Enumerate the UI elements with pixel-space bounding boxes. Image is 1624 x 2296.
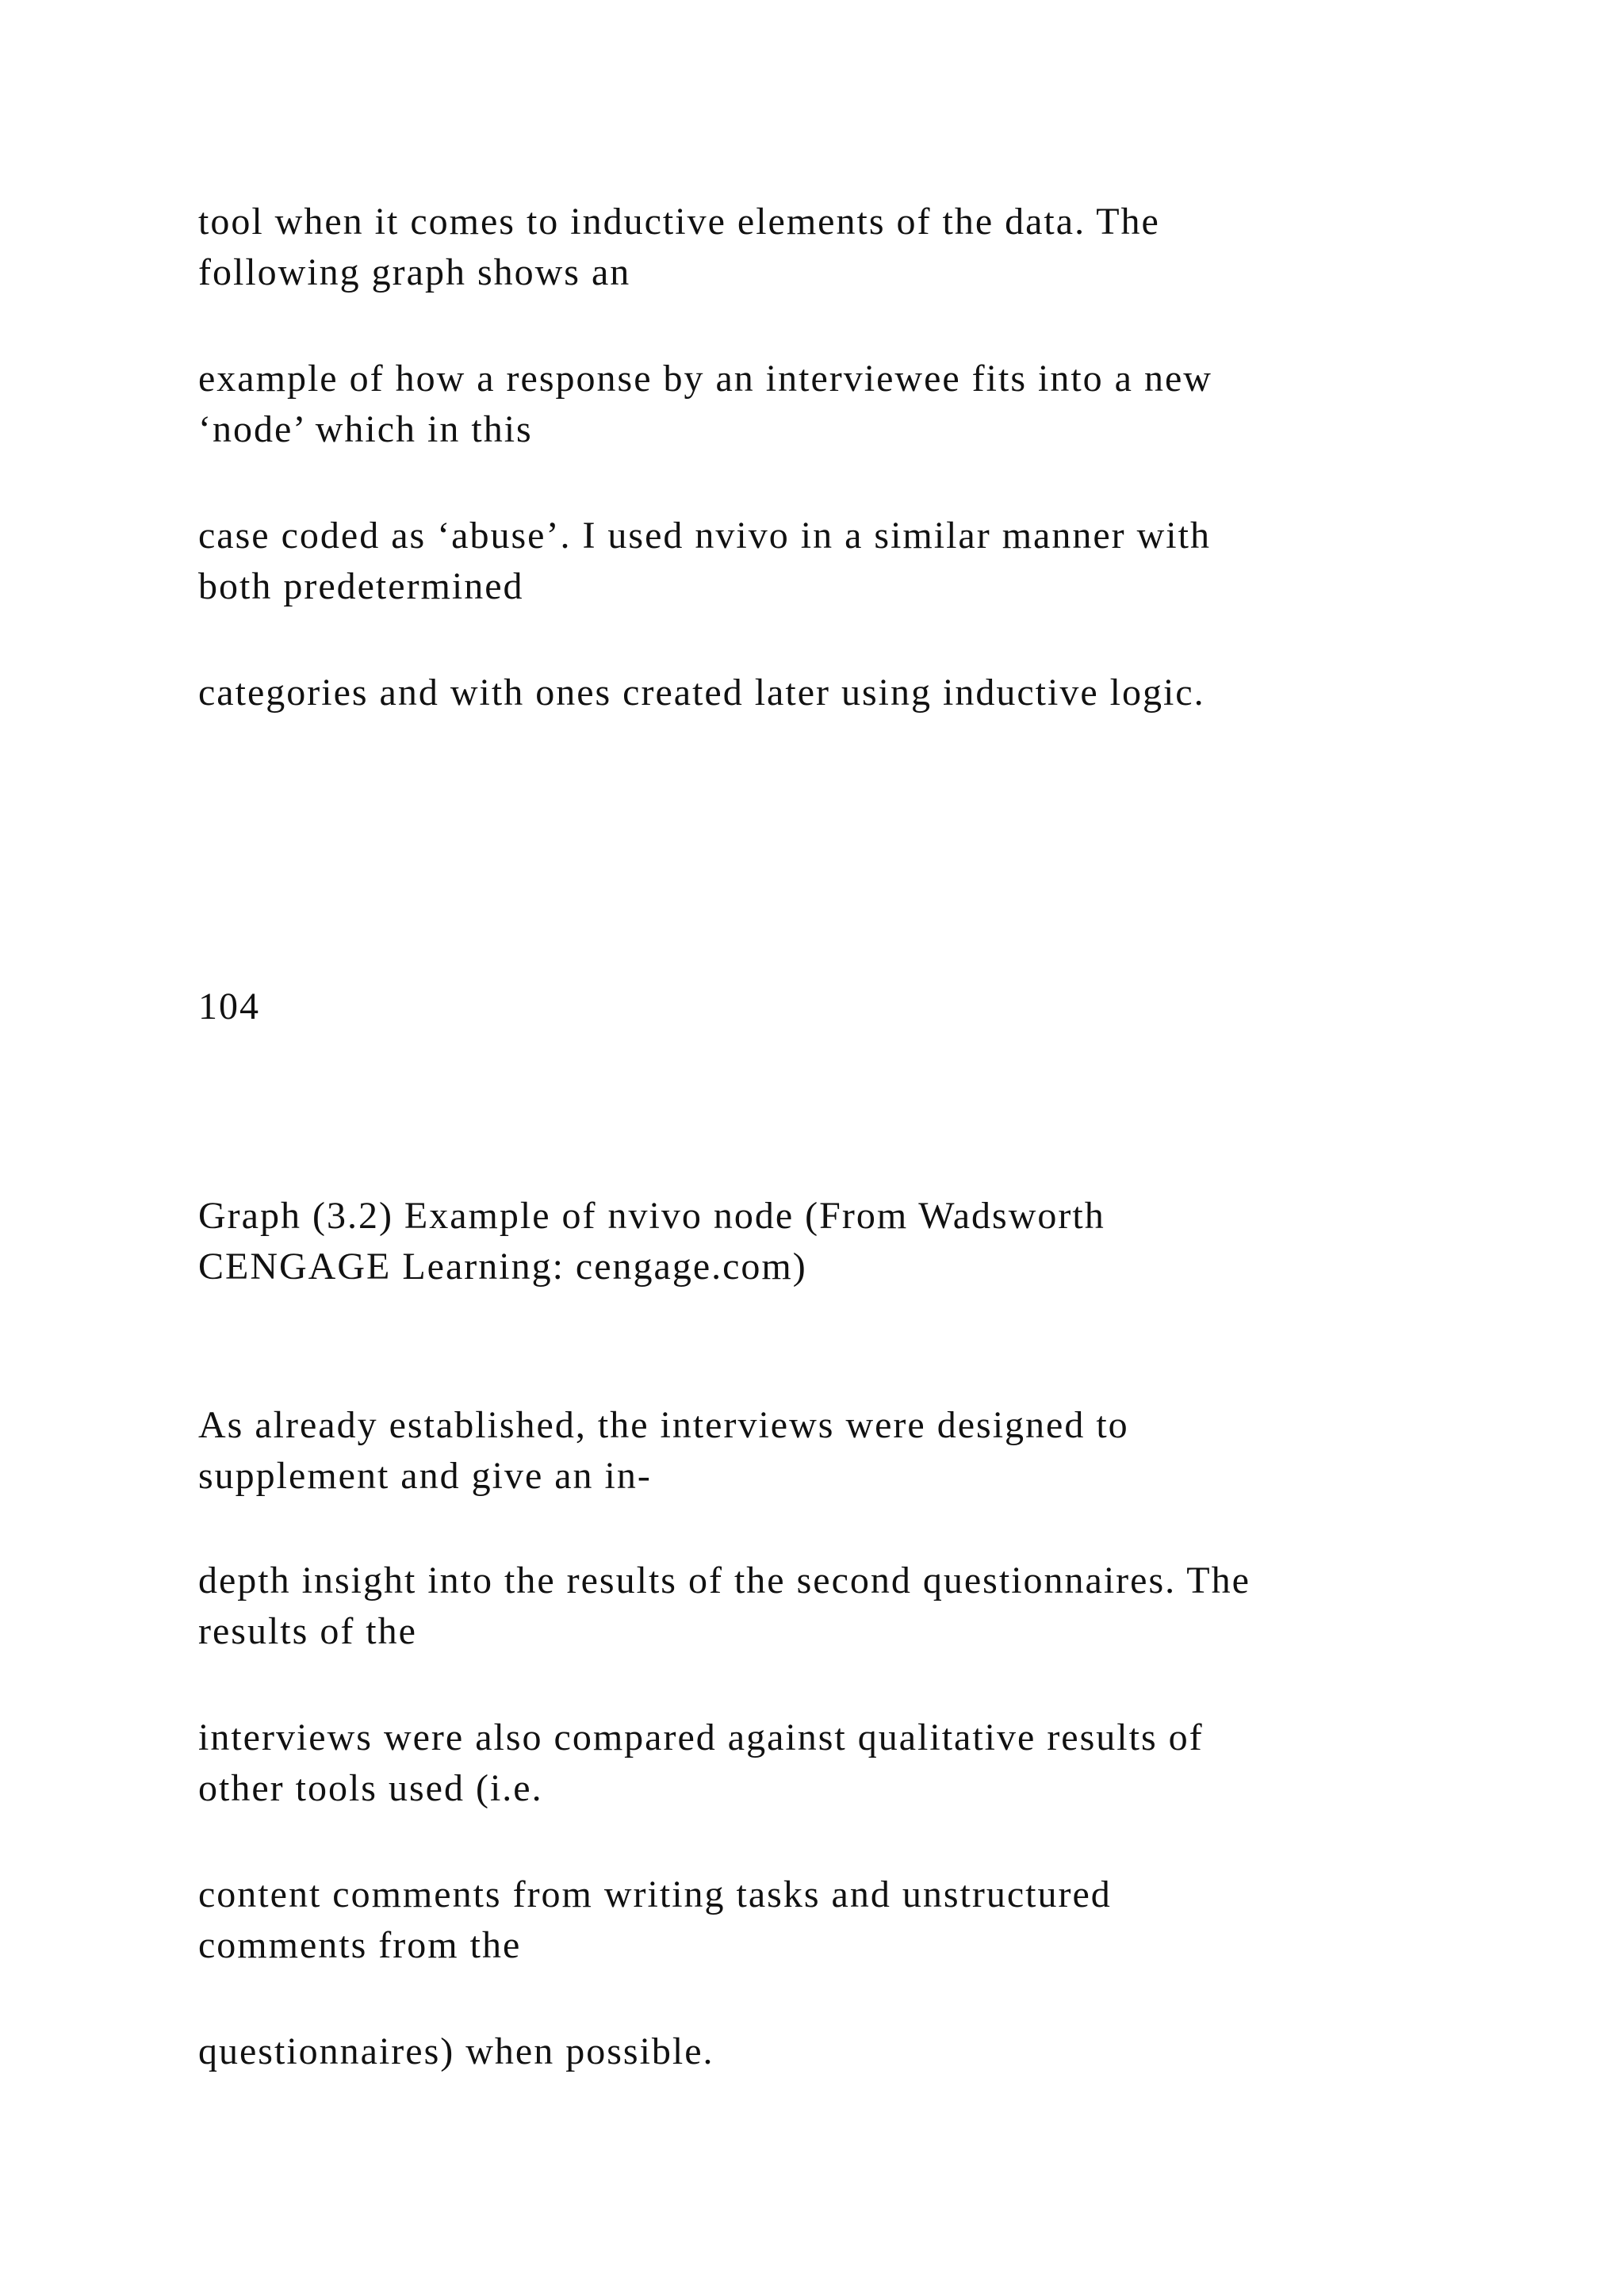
text-line: results of the — [198, 1610, 417, 1652]
text-line: both predetermined — [198, 565, 524, 607]
text-line: content comments from writing tasks and unstructured — [198, 1873, 1112, 1915]
text-line: following graph shows an — [198, 251, 631, 293]
text-line: depth insight into the results of the second questionnaires. The — [198, 1559, 1251, 1601]
text-line: questionnaires) when possible. — [198, 2030, 714, 2072]
figure-caption-line: CENGAGE Learning: cengage.com) — [198, 1246, 807, 1288]
text-line: categories and with ones created later using inductive logic. — [198, 672, 1205, 714]
text-line: supplement and give an in- — [198, 1455, 652, 1497]
page-number: 104 — [198, 985, 260, 1027]
text-line: other tools used (i.e. — [198, 1767, 543, 1809]
text-line: interviews were also compared against qualitative results of — [198, 1716, 1204, 1758]
text-line: case coded as ‘abuse’. I used nvivo in a similar manner with — [198, 515, 1211, 557]
text-line: comments from the — [198, 1924, 522, 1966]
text-line: example of how a response by an interviewee fits into a new — [198, 358, 1212, 400]
text-line: tool when it comes to inductive elements of the data. The — [198, 201, 1160, 243]
text-line: As already established, the interviews were designed to — [198, 1404, 1129, 1446]
text-line: ‘node’ which in this — [198, 408, 533, 450]
figure-caption-line: Graph (3.2) Example of nvivo node (From Wadsworth — [198, 1195, 1105, 1237]
